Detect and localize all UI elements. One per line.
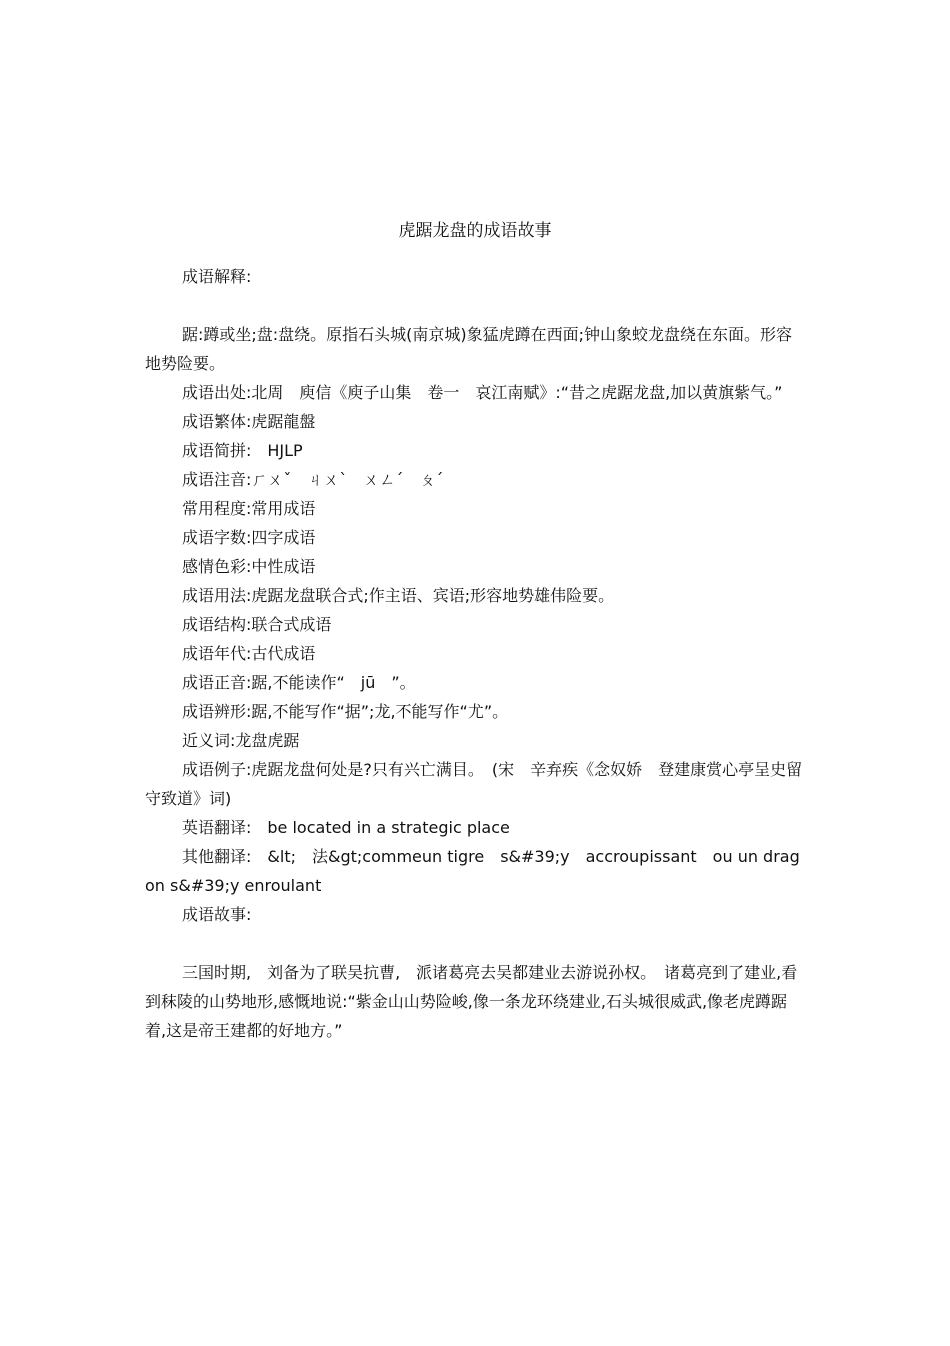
paragraph-structure: 成语结构:联合式成语 — [182, 615, 332, 634]
paragraph-english: 英语翻译: be located in a strategic place — [182, 818, 510, 837]
blank-line — [145, 929, 807, 958]
paragraph-synonym: 近义词:龙盘虎踞 — [182, 731, 300, 750]
blank-line — [145, 291, 807, 320]
paragraph-pronunciation: 成语正音:踞,不能读作“ jū ”。 — [182, 673, 416, 692]
paragraph-usage-level: 常用程度:常用成语 — [182, 499, 316, 518]
paragraph-story: 三国时期, 刘备为了联吴抗曹, 派诸葛亮去吴都建业去游说孙权。 诸葛亮到了建业,看到秣陵的山势地形,感慨地说:“紫金山山势险峻,像一条龙环绕建业,石头城很威武,像老虎蹲踞着,这是帝王建都的好地方。” — [145, 963, 798, 1040]
paragraph-source: 成语出处:北周 庾信《庾子山集 卷一 哀江南赋》:“昔之虎踞龙盘,加以黄旗紫气。” — [182, 383, 783, 402]
paragraph-example: 成语例子:虎踞龙盘何处是?只有兴亡满目。 (宋 辛弃疾《念奴娇 登建康赏心亭呈史留守致道》词) — [145, 760, 803, 808]
paragraph-form: 成语辨形:踞,不能写作“据”;龙,不能写作“尤”。 — [182, 702, 509, 721]
paragraph-sentiment: 感情色彩:中性成语 — [182, 557, 316, 576]
paragraph-story-heading: 成语故事: — [182, 905, 252, 924]
paragraph-usage: 成语用法:虎踞龙盘联合式;作主语、宾语;形容地势雄伟险要。 — [182, 586, 615, 605]
paragraph-explanation-heading: 成语解释: — [182, 267, 252, 286]
document-body — [145, 262, 807, 1045]
paragraph-traditional: 成语繁体:虎踞龍盤 — [182, 412, 316, 431]
paragraph-era: 成语年代:古代成语 — [182, 644, 316, 663]
paragraph-other-translation: 其他翻译: &lt; 法&gt;commeun tigre s&#39;y accroupissant ou un dragon s&#39;y enroulant — [145, 847, 800, 895]
paragraph-explanation: 踞:蹲或坐;盘:盘绕。原指石头城(南京城)象猛虎蹲在西面;钟山象蛟龙盘绕在东面。形容地势险要。 — [145, 325, 793, 373]
document-title: 虎踞龙盘的成语故事 — [398, 221, 552, 241]
paragraph-zhuyin: 成语注音:ㄏㄨˇ ㄐㄨˋ ㄨㄥˊ ㄆˊ — [182, 470, 444, 489]
paragraph-abbreviation: 成语简拼: HJLP — [182, 441, 303, 460]
paragraph-char-count: 成语字数:四字成语 — [182, 528, 316, 547]
